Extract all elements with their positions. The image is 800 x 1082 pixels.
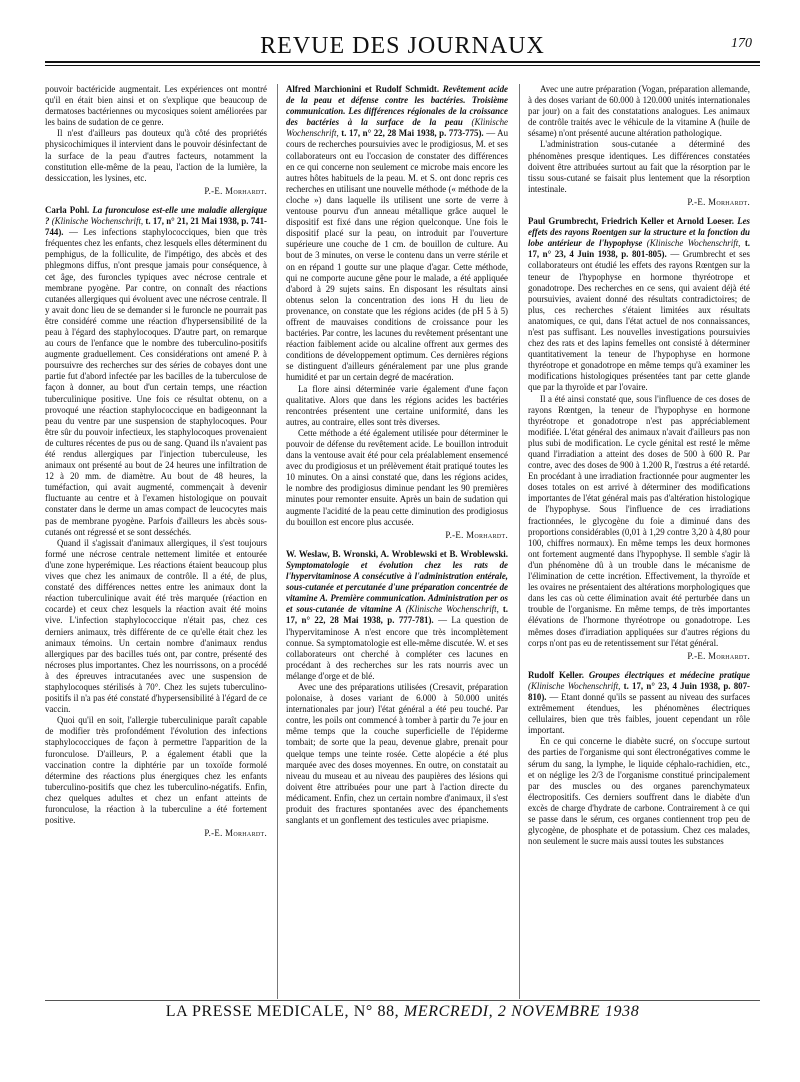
footer-rule (45, 1000, 760, 1001)
paragraph: L'administration sous-cutanée a déterminé des phénomènes presque identiques. Les différences constatées doivent être attribuées surtout au fait que la résorption par le tissu sous-cutané se faisait plus lentement que la résorption intestinale. (528, 139, 750, 194)
header-rule-thin (45, 65, 760, 66)
signature: P.-E. Morhardt. (204, 828, 267, 839)
article-reference: t. 17, n° 23, 4 Juin 1938, p. 801-805). (528, 238, 750, 260)
paragraph: Avec une des préparations utilisées (Cresavit, préparation polonaise, à doses variant de 6.000 à 50.000 unités internationales par jour) l'état général a été peu touché. Par contre, les poils ont commencé à tomber à partir du 7e jour en même temps que la couche superficielle de l'épiderme tombait; de sorte que la peau, devenue glabre, prenait pour quelque temps une teinte rosée. Cette alopécie a été plus marquée avec des doses moyennes. En outre, on constatait au niveau du museau et au niveau des paupières des lésions qui doivent être attribuées pour une part à l'action directe du médicament. Enfin, chez un certain nombre d'animaux, il s'est produit des fractures spontanées avec des épanchements sanglants et un gonflement des testicules avec priapisme. (286, 681, 508, 826)
article-author: Rudolf Keller. (528, 669, 584, 680)
article-heading (528, 216, 750, 394)
paragraph: Quoi qu'il en soit, l'allergie tuberculinique paraît capable de modifier très profondément l'évolution des infections staphylococciques de façon à permettre l'apparition de la furonculose. D'ailleurs, P. a également établi que la vaccination contre la diphtérie par un toxoïde formolé détermine des réactions plus énergiques chez les enfants tuberculino-positifs que chez les tuberculino-négatifs. Enfin, chez quelques adultes et chez un enfant atteints de furonculose, la réaction à la tuberculine a été fortement positive. (45, 715, 267, 826)
column-middle (286, 84, 508, 999)
signature: P.-E. Morhardt. (687, 650, 750, 661)
column-left (45, 84, 267, 999)
article-source: (Klinische Wochenschrift, (528, 680, 621, 691)
page-number: 170 (731, 36, 752, 51)
paragraph: — Grumbrecht et ses collaborateurs ont étudié les effets des rayons Rœntgen sur la teneur de l'hypophyse en hormone thyréotrope et gonadotrope. Des recherches en ce sens, qui avaient déjà été poursuivies, avaient donné des résultats contradictoires; de plus, ces recherches s'étaient limitées aux résultats anatomiques, ce qui, dans l'état actuel de nos connaissances, n'est pas suffisant. Les nouvelles investigations poursuivies chez des rats et des lapins femelles ont consisté à déterminer quantitativement la teneur de l'hypophyse en hormone thyréotrope et gonadotrope en même temps qu'à examiner les modifications histologiques présentées tant par cette glande que par la thyroïde et par l'ovaire. (528, 249, 750, 393)
article-author: Carla Pohl. (45, 204, 90, 215)
article-author: W. Weslaw, B. Wronski, A. Wroblewski et B. Wroblewski. (286, 548, 508, 559)
article-author: Alfred Marchionini et Rudolf Schmidt. (286, 84, 440, 94)
article-title: Symptomatologie et évolution chez les rats de l'hypervitaminose A consécutive à l'administration entérale, sous-cutanée et percutanée d'une préparation concentrée de vitamine A. Première communication. Administration per os et sous-cutanée de vitamine A (286, 559, 508, 615)
article-heading (45, 205, 267, 538)
signature: P.-E. Morhardt. (687, 196, 750, 207)
paragraph: — Au cours de recherches poursuivies avec le prodigiosus, M. et ses collaborateurs ont eu l'occasion de constater des différences en ce qui concerne non seulement ce microbe mais encore les autres hôtes habituels de la peau. M. et S. ont donc repris ces recherches en utilisant une nouvelle méthode (« méthode de la cloche ») dans laquelle ils utilisent une sorte de verre à ventouse pourvu d'un anneau métallique grâce auquel le dispositif est fixé dans une région quelconque. Une fois le dispositif placé sur la peau, on introduit par l'ouverture supérieure une couche de 1 cm. de bouillon de culture. Au bout de 3 minutes, on verse le contenu dans un verre stérile et on en répand 1 goutte sur une plaque d'agar. Cette méthode, qui ne comporte aucune gêne pour le malade, a été appliquée d'abord à 29 sujets sains. En disposant les résultats ainsi obtenus selon la concentration des ions H du lieu de provenance, on constate que les régions acides (de pH 5 à 5) offrent de mauvaises conditions de croissance pour les bactéries. Par contre, les lacunes du revêtement présentant une réaction faiblement acide ou alcaline offrent aux germes des conditions de développement optimum. Ces dernières régions se distinguent d'ailleurs généralement par une plus grande humidité et par un certain degré de macération. (286, 128, 508, 383)
article-source: (Klinische Wochenschrift, (405, 604, 499, 615)
footer-journal: LA PRESSE MEDICALE, N° 88, (165, 1003, 400, 1020)
paragraph: La flore ainsi déterminée varie également d'une façon qualitative. Alors que dans les régions acides les bactéries rencontrées présentent une certaine uniformité, dans les autres, au contraire, elles sont très diverses. (286, 383, 508, 427)
paragraph: — Les infections staphylococciques, bien que très fréquentes chez les enfants, chez lesquels elles déterminent du pemphigus, de la folliculite, de l'impétigo, des abcès et des phlegmons diffus, n'ont presque jamais pour conséquence, à cet âge, des furoncles typiques avec nécrose centrale et membrane pyogène. Par contre, on connaît des réactions cutanées allergiques qui évoluent avec une nécrose centrale. Il y avait donc lieu de se demander si le furoncle ne pourrait pas être considéré comme une réaction d'hypersensibilité de la peau à l'égard des staphylocoques. D'autre part, on remarque au cours de l'enfance que le nombre des tuberculino-positifs augmente graduellement. Ces considérations ont amené P. à poursuivre des recherches sur des séries de cobayes dont une partie fut d'abord infectée par les bacilles de la tuberculose de façon à donner, au bout d'un certain temps, une réaction tuberculinique positive. Une fois ce résultat obtenu, on a provoqué une réaction staphylococcique en badigeonnant la peau du ventre par une suspension de staphylocoques. Pour être sûr du pouvoir infectieux, les staphylocoques provenaient de cultures récentes de pus ou de sang. Quand ils n'avaient pas été rendus allergiques par l'injection tuberculeuse, les animaux ont présenté au bout de 24 heures une infiltration de 12 à 20 mm. de diamètre. Au bout de 48 heures, la tuméfaction, qui avait augmenté, commençait à devenir fluctuante au centre et à l'examen histologique on pouvait constater dans le derme un amas compact de leucocytes mais pas de membrane pyogène. Parfois d'ailleurs les abcès sous-cutanés ont régressé et se sont desséchés. (45, 227, 267, 537)
article-reference: t. 17, n° 21, 21 Mai 1938, p. 741-744). (45, 216, 267, 238)
article-title: Les effets des rayons Roentgen sur la structure et la fonction du lobe antérieur de l'hypophyse (528, 216, 750, 249)
paragraph: Il n'est d'ailleurs pas douteux qu'à côté des propriétés physicochimiques il intervient dans le pouvoir désinfectant de la surface de la peau d'autres facteurs, notamment la constitution elle-même de la peau, l'action de la lumière, la dessiccation, les lysines, etc. (45, 128, 267, 183)
article-source: (Klinische Wochenschrift, (646, 238, 741, 249)
paragraph: — La question de l'hypervitaminose A n'est encore que très incomplètement connue. Sa symptomatologie est elle-même discutée. W. et ses collaborateurs ont cherché à compléter ces lacunes en procédant à des recherches sur les rats nourris avec un mélange d'orge et de blé. (286, 615, 508, 681)
article-source: (Klinische Wochenschrift, (51, 216, 144, 227)
signature: P.-E. Morhardt. (204, 185, 267, 196)
article-heading (528, 670, 750, 737)
column-divider (277, 84, 278, 999)
article-heading (286, 549, 508, 682)
section-title: REVUE DES JOURNAUX (260, 33, 545, 59)
column-right (528, 84, 750, 999)
article-heading (286, 84, 508, 384)
paragraph: — Etant donné qu'ils se passent au niveau des surfaces extrêmement étendues, les phénomènes électriques cellulaires, bien que très faibles, jouent cependant un rôle important. (528, 691, 750, 736)
article-reference: t. 17, n° 22, 28 Mai 1938, p. 777-781). (286, 604, 508, 626)
paragraph: Avec une autre préparation (Vogan, préparation allemande, à des doses variant de 60.000 à 120.000 unités internationales par jour) on a fait des constatations analogues. Les animaux de contrôle traités avec le véhicule de la vitamine A (huile de sésame) n'ont présenté aucune altération pathologique. (528, 84, 750, 139)
article-author: Paul Grumbrecht, Friedrich Keller et Arnold Loeser. (528, 216, 735, 227)
page-header (45, 30, 760, 80)
paragraph: Cette méthode a été également utilisée pour déterminer le pouvoir de défense du revêtement acide. Le bouillon introduit dans la ventouse avait été pour cela préalablement ensemencé avec du prodigiosus et un prélèvement était pratiqué toutes les 10 minutes. On a ainsi constaté que, dans les régions acides, le nombre des prodigiosus diminue pendant les 90 premières minutes pour remonter ensuite. Après un bain de sudation qui augmente l'acidité de la peau cette diminution des prodigiosus du bouillon est encore plus accusée. (286, 427, 508, 527)
article-source: (Klinische Wochenschrift, (286, 117, 508, 139)
header-rule (45, 61, 760, 63)
paragraph: En ce qui concerne le diabète sucré, on s'occupe surtout des parties de l'organisme qui sont électronégatives comme le sérum du sang, la lymphe, le liquide céphalo-rachidien, etc., et on néglige les 2/3 de l'organisme constitué principalement par des muscles ou des organes parenchymateux électropositifs. Ces derniers souffrent dans le diabète d'un excès de charge d'hydrate de carbone. Contrairement à ce qui se passe dans le sérum, ces organes contiennent trop peu de glycogène, de phosphate et de potassium. Chez ces malades, non seulement le sucre mais aussi toutes les substances (528, 736, 750, 847)
paragraph: Quand il s'agissait d'animaux allergiques, il s'est toujours formé une nécrose centrale nettement limitée et entourée d'une zone hyperémique. Les réactions étaient beaucoup plus vives que chez les animaux de contrôle. Il a été, de plus, constaté des différences nettes entre les animaux dont la réaction tuberculinique avait été très marquée (réaction en cocarde) et ceux chez lesquels la réaction avait été moins vive. L'infection staphylococcique n'était pas, chez ces derniers animaux, très différente de ce qu'elle était chez les animaux témoins. Un certain nombre d'animaux rendus allergiques par des bacilles tués ont, par contre, présenté des nécroses plus importantes. Chez les nourrissons, on a procédé à des épreuves intracutanées avec une suspension de staphylocoques stérilisés à 70°. Chez les sujets tuberculino-positifs il n'a pas été constaté d'hypersensibilité à l'égard de ce vaccin. (45, 537, 267, 715)
article-title: Revêtement acide de la peau et défense contre les bactéries. Troisième communication. Les différences régionales de la croissance des bactéries à la surface de la peau (286, 84, 508, 128)
paragraph: pouvoir bactéricide augmentait. Les expériences ont montré qu'il en était bien ainsi et on s'explique que beaucoup de dermatoses bactériennes ou mycosiques soient améliorées par les bains de sudation de ce genre. (45, 84, 267, 128)
column-divider (519, 84, 520, 999)
article-title: La furonculose est-elle une maladie allergique ? (45, 204, 267, 227)
article-title: Groupes électriques et médecine pratique (588, 669, 750, 680)
article-reference: t. 17, n° 23, 4 Juin 1938, p. 807-810). (528, 680, 750, 702)
page-footer (45, 1003, 760, 1027)
paragraph: Il a été ainsi constaté que, sous l'influence de ces doses de rayons Rœntgen, la teneur de l'hypophyse en hormone thyréotrope et gonadotrope n'est pas appréciablement modifiée. L'état général des animaux n'avait d'ailleurs pas non plus subi de modification. Le cycle génital est resté le même quand l'irradiation a atteint des doses de 500 à 600 R. Par contre, avec des doses de 900 à 1.200 R, l'œstrus a été retardé. En procédant à une irradiation fractionnée pour augmenter les doses totales on est arrivé à déterminer des modifications importantes de l'état général mais pas d'altération histologique de l'hypophyse. Sous l'influence de ces irradiations fractionnées, le glycogène du foie a diminué dans des proportions considérables (0,01 à 1,29 contre 3,20 à 4,80 pour 100, chiffres normaux). En même temps les deux hormones ont fortement augmenté dans l'hypophyse. Il semble s'agir là d'un phénomène dû à un trouble dans le mécanisme de l'élimination de cette incrétion. Effectivement, la thyroïde et les ovaires ne présentaient des altérations morphologiques que dans les cas où cette élimination avait été perturbée dans un trouble de l'organisme. En même temps, de très importantes élévations de l'hormone thyréotrope ou gonadotrope. Les mêmes doses d'irradiation appliquées sur d'autres régions du corps n'ont pas eu de retentissement sur l'état général. (528, 393, 750, 648)
footer-date: MERCREDI, 2 NOVEMBRE 1938 (403, 1003, 640, 1020)
signature: P.-E. Morhardt. (445, 529, 508, 540)
article-reference: t. 17, n° 22, 28 Mai 1938, p. 773-775). (341, 128, 484, 139)
